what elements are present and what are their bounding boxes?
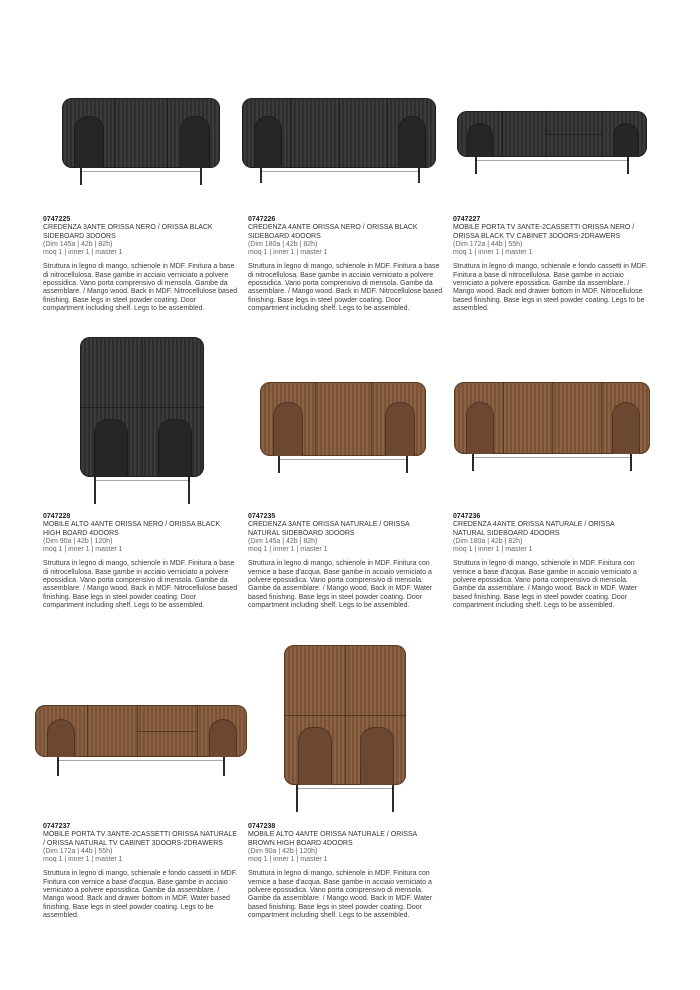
product-image-0747236 bbox=[454, 382, 650, 472]
product-image-0747226 bbox=[242, 98, 436, 184]
product-moq: moq 1 | inner 1 | master 1 bbox=[453, 249, 533, 257]
product-image-0747237 bbox=[35, 705, 247, 777]
product-dimensions: (Dim 180a | 42b | 82h) bbox=[453, 537, 523, 545]
product-description: Struttura in legno di mango, schienole in MDF. Finitura a base di nitrocellulosa. Base gambe in acciaio verniciato a polvere epossidica. Vano porta comprensivo di mensola. Gambe da assemblare. / Mango wood. Back in MDF. Nitrocellulose based finishing. Base legs in steel powder coating. Door compartment including shelf. Legs to be assembled. bbox=[43, 560, 238, 609]
product-code: 0747225 bbox=[43, 216, 71, 223]
product-name: CREDENZA 3ANTE ORISSA NERO / ORISSA BLACK SIDEBOARD 3DOORS bbox=[43, 224, 213, 240]
product-dimensions: (Dim 172a | 44b | 55h) bbox=[43, 847, 113, 855]
product-info-0747236 bbox=[453, 513, 648, 610]
product-code: 0747236 bbox=[453, 513, 481, 520]
product-moq: moq 1 | inner 1 | master 1 bbox=[43, 249, 123, 257]
product-code: 0747227 bbox=[453, 216, 481, 223]
product-moq: moq 1 | inner 1 | master 1 bbox=[248, 546, 328, 554]
product-info-0747238 bbox=[248, 823, 443, 920]
product-moq: moq 1 | inner 1 | master 1 bbox=[248, 249, 328, 257]
product-name: CREDENZA 4ANTE ORISSA NATURALE / ORISSA NATURAL SIDEBOARD 4DOORS bbox=[453, 521, 615, 537]
product-description: Struttura in legno di mango, schienole in MDF. Finitura con vernice a base d'acqua. Base gambe in acciaio verniciato a polvere epossidica. Vano porta comprensivo di mensola. Gambe da assemblare. / Mango wood. Back in MDF. Water based finishing. Base legs in steel powder coating. Door compartment including shelf. Legs to be assembled. bbox=[248, 870, 433, 919]
product-info-0747237 bbox=[43, 823, 238, 920]
product-dimensions: (Dim 145a | 42b | 82h) bbox=[43, 240, 113, 248]
product-info-0747228 bbox=[43, 513, 238, 610]
product-dimensions: (Dim 145a | 42b | 82h) bbox=[248, 537, 318, 545]
product-name: MOBILE ALTO 4ANTE ORISSA NERO / ORISSA BLACK HIGH BOARD 4DOORS bbox=[43, 521, 221, 537]
product-dimensions: (Dim 172a | 44b | 55h) bbox=[453, 240, 523, 248]
product-moq: moq 1 | inner 1 | master 1 bbox=[43, 546, 123, 554]
product-code: 0747228 bbox=[43, 513, 71, 520]
product-info-0747225 bbox=[43, 216, 238, 313]
product-code: 0747235 bbox=[248, 513, 276, 520]
product-name: MOBILE PORTA TV 3ANTE-2CASSETTI ORISSA NATURALE / ORISSA NATURAL TV CABINET 3DOORS-2DRAWERS bbox=[43, 831, 237, 847]
product-dimensions: (Dim 180a | 42b | 82h) bbox=[248, 240, 318, 248]
product-image-0747228 bbox=[80, 337, 204, 505]
product-name: CREDENZA 4ANTE ORISSA NERO / ORISSA BLACK SIDEBOARD 4DOORS bbox=[248, 224, 418, 240]
product-description: Struttura in legno di mango, schienole in MDF. Finitura con vernice a base d'acqua. Base gambe in acciaio verniciato a polvere epossidica. Vano porta comprensivo di mensola. Gambe da assemblare. / Mango wood. Back in MDF. Water based finishing. Base legs in steel powder coating. Door compartment including shelf. Legs to be assembled. bbox=[248, 560, 433, 609]
product-code: 0747237 bbox=[43, 823, 71, 830]
product-description: Struttura in legno di mango, schienale e fondo cassetti in MDF. Finitura a base di nitrocellulosa. Base gambe in acciaio verniciato a polvere epossidica. Gambe da assemblare. / Mango wood. Back and drawer bottom in MDF. Nitrocellulose based finishing. Base legs in steel powder coating. Legs to be assembled. bbox=[453, 263, 648, 312]
product-name: CREDENZA 3ANTE ORISSA NATURALE / ORISSA NATURAL SIDEBOARD 3DOORS bbox=[248, 521, 410, 537]
product-image-0747238 bbox=[284, 645, 406, 813]
product-name: MOBILE PORTA TV 3ANTE-2CASSETTI ORISSA NERO / ORISSA BLACK TV CABINET 3DOORS-2DRAWERS bbox=[453, 224, 635, 240]
product-dimensions: (Dim 90a | 42b | 120h) bbox=[43, 537, 113, 545]
product-info-0747235 bbox=[248, 513, 443, 610]
product-code: 0747226 bbox=[248, 216, 276, 223]
product-name: MOBILE ALTO 4ANTE ORISSA NATURALE / ORISSA BROWN HIGH BOARD 4DOORS bbox=[248, 831, 417, 847]
product-moq: moq 1 | inner 1 | master 1 bbox=[453, 546, 533, 554]
product-code: 0747238 bbox=[248, 823, 276, 830]
product-moq: moq 1 | inner 1 | master 1 bbox=[43, 856, 123, 864]
product-description: Struttura in legno di mango, schienole in MDF. Finitura con vernice a base d'acqua. Base gambe in acciaio verniciato a polvere epossidica. Vano porta comprensivo di mensola. Gambe da assemblare. / Mango wood. Back in MDF. Water based finishing. Base legs in steel powder coating. Door compartment including shelf. Legs to be assembled. bbox=[453, 560, 638, 609]
product-info-0747226 bbox=[248, 216, 443, 313]
product-dimensions: (Dim 90a | 42b | 120h) bbox=[248, 847, 318, 855]
product-moq: moq 1 | inner 1 | master 1 bbox=[248, 856, 328, 864]
product-image-0747225 bbox=[62, 98, 220, 186]
product-description: Struttura in legno di mango, schienale e fondo cassetti in MDF. Finitura con vernice a base d'acqua. Base gambe in acciaio verniciato a polvere epossidica. Gambe da assemblare. / Mango wood. Back and drawer bottom in MDF. Water based finishing. Base legs in steel powder coating. Legs to be assembled. bbox=[43, 870, 238, 919]
product-image-0747227 bbox=[457, 111, 647, 175]
product-description: Struttura in legno di mango, schienole in MDF. Finitura a base di nitrocellulosa. Base gambe in acciaio verniciato a polvere epossidica. Vano porta comprensivo di mensola. Gambe da assemblare. / Mango wood. Back in MDF. Nitrocellulose based finishing. Base legs in steel powder coating. Door compartment including shelf. Legs to be assembled. bbox=[248, 263, 443, 312]
product-description: Struttura in legno di mango, schienole in MDF. Finitura a base di nitrocellulosa. Base gambe in acciaio verniciato a polvere epossidica. Vano porta comprensivo di mensola. Gambe da assemblare. / Mango wood. Back in MDF. Nitrocellulose based finishing. Base legs in steel powder coating. Door compartment including shelf. Legs to be assembled. bbox=[43, 263, 238, 312]
product-info-0747227 bbox=[453, 216, 648, 313]
product-image-0747235 bbox=[260, 382, 426, 474]
